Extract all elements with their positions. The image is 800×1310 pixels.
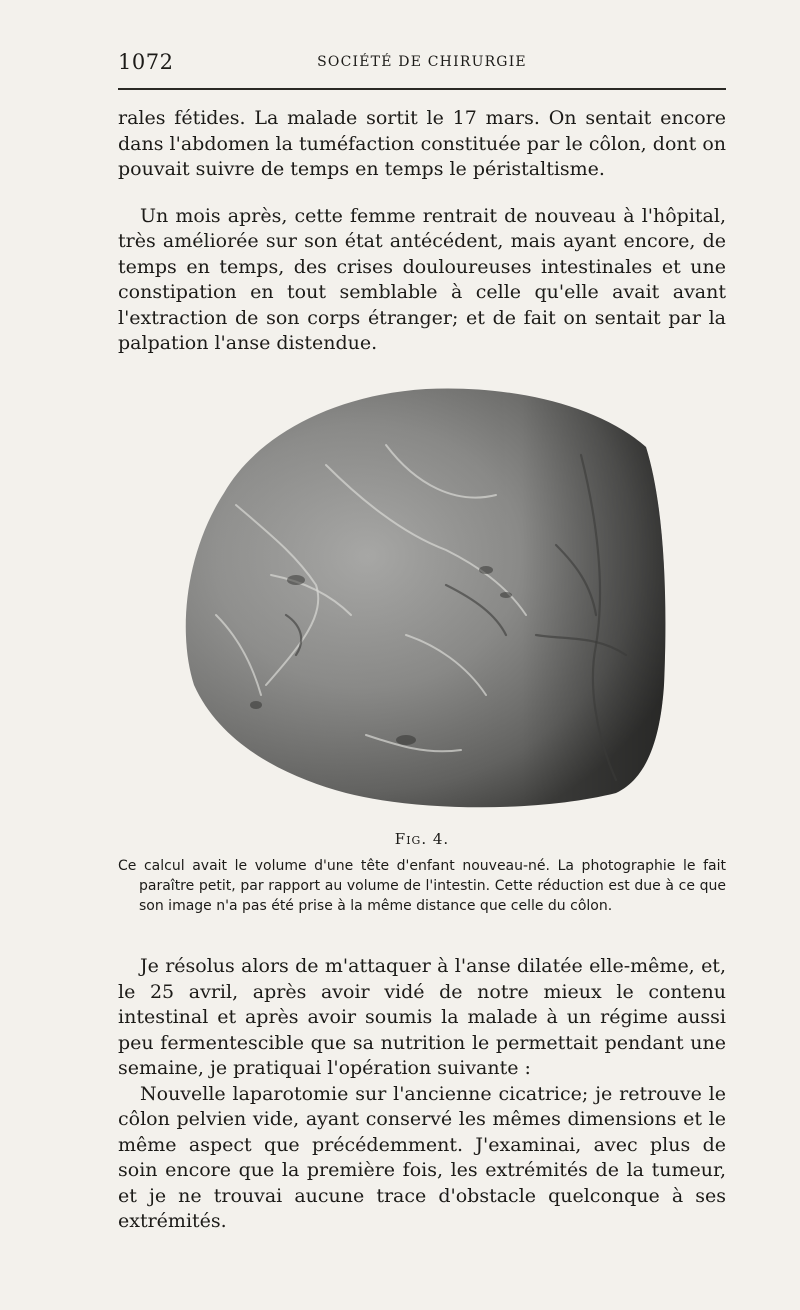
figure-photograph-calculus [176, 385, 671, 813]
body-text-bottom [118, 954, 726, 1235]
page-number: 1072 [118, 50, 174, 74]
figure-caption [118, 856, 726, 916]
body-text-top [118, 106, 726, 357]
figure-caption-text: Ce calcul avait le volume d'une tête d'enfant nouveau-né. La photographie le fait paraître petit, par rapport au volume de l'intestin. Cette réduction est due à ce que son image n'a pas été prise à la même distance que celle du côlon. [118, 858, 726, 914]
paragraph-continuation: rales fétides. La malade sortit le 17 mars. On sentait encore dans l'abdomen la tuméfaction constituée par le côlon, dont on pouvait suivre de temps en temps le péristaltisme. [118, 107, 726, 180]
calculus-photograph [176, 385, 671, 813]
paragraph: Je résolus alors de m'attaquer à l'anse dilatée elle-même, et, le 25 avril, après avoir vidé de notre mieux le contenu intestinal et après avoir soumis la malade à un régime aussi peu fermentescible que sa nutrition le permettait pendant une semaine, je pratiquai l'opération suivante : [118, 955, 726, 1079]
paragraph: Un mois après, cette femme rentrait de nouveau à l'hôpital, très améliorée sur son état antécédent, mais ayant encore, de temps en temps, des crises douloureuses intestinales et une constipation en tout semblable à celle qu'elle avait avant l'extraction de son corps étranger; et de fait on sentait par la palpation l'anse distendue. [118, 204, 726, 354]
header-rule [118, 88, 726, 90]
figure-label: Fig. 4. [394, 830, 450, 848]
running-title: SOCIÉTÉ DE CHIRURGIE [317, 54, 527, 70]
page-header [118, 48, 726, 78]
paragraph: Nouvelle laparotomie sur l'ancienne cicatrice; je retrouve le côlon pelvien vide, ayant conservé les mêmes dimensions et le même aspect que précédemment. J'examinai, avec plus de soin encore que la première fois, les extrémités de la tumeur, et je ne trouvai aucune trace d'obstacle quelconque à ses extrémités. [118, 1082, 726, 1232]
